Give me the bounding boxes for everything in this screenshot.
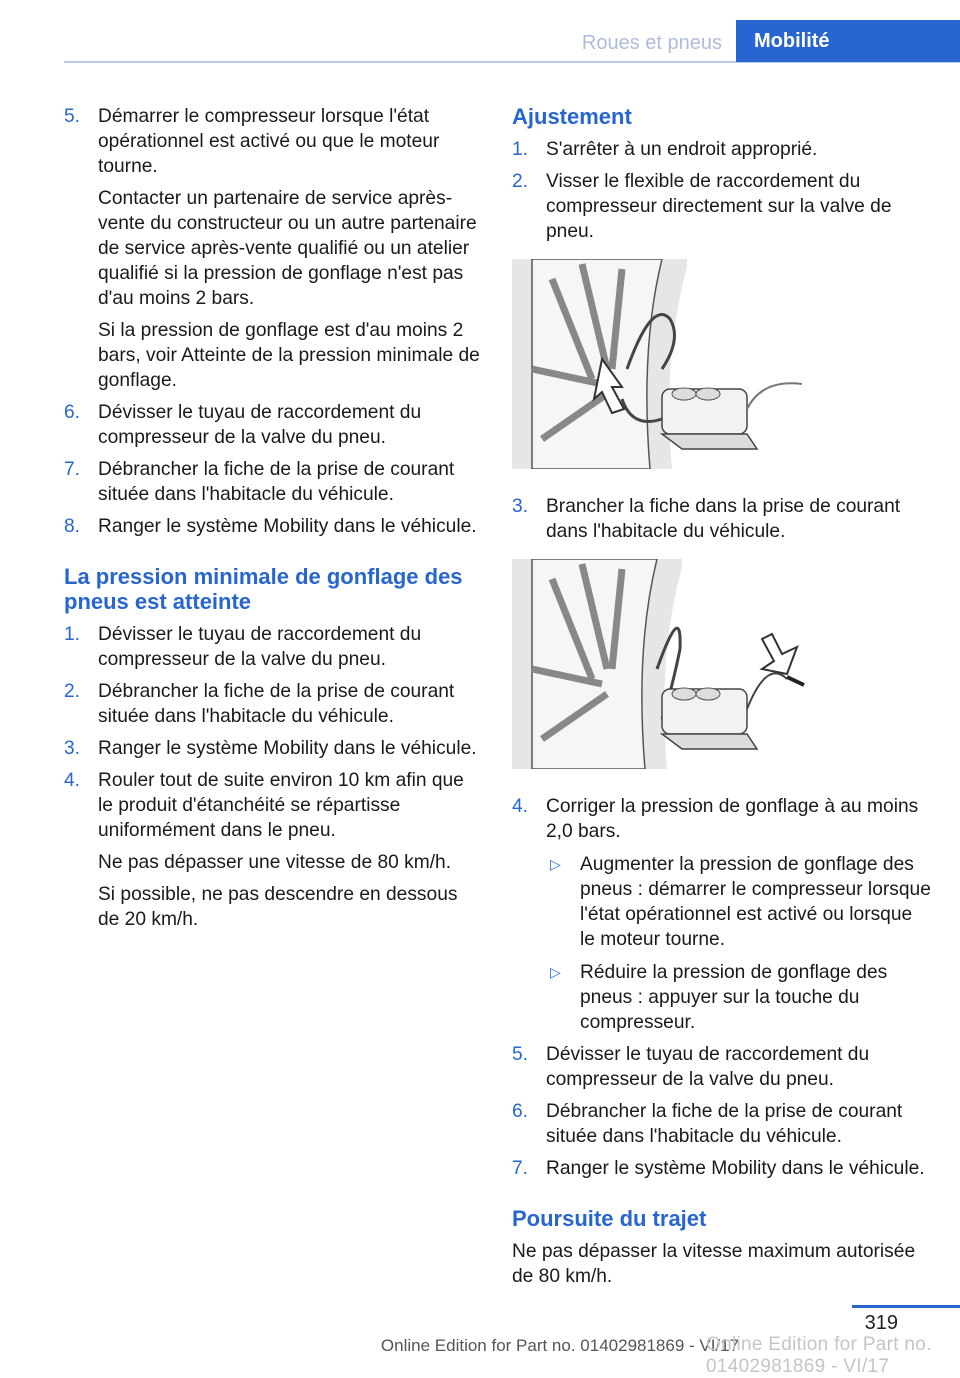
sub-item-text: Augmenter la pression de gonflage des pneus : démarrer le compresseur lorsque l'état opérationnel est activé ou lorsque le moteur tourne. <box>580 854 931 950</box>
step-item <box>512 494 932 544</box>
step-item <box>64 736 480 761</box>
section-heading-adjustment: Ajustement <box>512 104 632 129</box>
step-item <box>64 104 480 393</box>
step-text: Ranger le système Mobility dans le véhicule. <box>546 1158 925 1179</box>
step-text: Débrancher la fiche de la prise de courant située dans l'habitacle du véhicule. <box>546 1101 903 1147</box>
step-text: Dévisser le tuyau de raccordement du compresseur de la valve du pneu. <box>98 624 422 670</box>
step-number: 8. <box>64 516 81 537</box>
step-number: 1. <box>64 624 81 645</box>
step-item <box>512 1099 932 1149</box>
page-number: 319 <box>864 1312 898 1334</box>
step-text: Dévisser le tuyau de raccordement du compresseur de la valve du pneu. <box>546 1044 870 1090</box>
step-text: Corriger la pression de gonflage à au moins 2,0 bars. <box>546 796 919 842</box>
step-item <box>64 514 480 539</box>
step-item <box>64 768 480 932</box>
step-item <box>512 137 932 162</box>
step-number: 6. <box>64 402 81 423</box>
step-item <box>512 794 932 1035</box>
step-text: Si la pression de gonflage est d'au moins 2 bars, voir Atteinte de la pression minimale de gonflage. <box>98 320 480 391</box>
step-text: Brancher la fiche dans la prise de courant dans l'habitacle du véhicule. <box>546 496 901 542</box>
step-number: 5. <box>512 1044 529 1065</box>
step-body <box>98 622 480 672</box>
step-item <box>64 457 480 507</box>
step-text: Si possible, ne pas descendre en dessous de 20 km/h. <box>98 884 458 930</box>
step-item <box>512 1156 932 1181</box>
step-number: 4. <box>512 796 529 817</box>
compressor-valve-illustration <box>512 259 812 469</box>
step-number: 2. <box>512 171 529 192</box>
step-body <box>98 104 480 393</box>
step-text: Ranger le système Mobility dans le véhicule. <box>98 738 477 759</box>
step-item <box>512 169 932 244</box>
step-text: Contacter un partenaire de service après-vente du constructeur ou un autre partenaire de service après-vente qualifié ou un atelier qualifié si la pression de gonflage n'est pas d'au moins 2 bars. <box>98 188 477 309</box>
step-number: 3. <box>512 496 529 517</box>
step-body <box>546 794 932 1035</box>
edition-footer: Online Edition for Part no. 01402981869 - VI/17 <box>380 1336 740 1355</box>
step-number: 4. <box>64 770 81 791</box>
step-number: 6. <box>512 1101 529 1122</box>
step-text: Visser le flexible de raccordement du compresseur directement sur la valve de pneu. <box>546 171 892 242</box>
left-column <box>64 104 480 939</box>
step-text: Débrancher la fiche de la prise de courant située dans l'habitacle du véhicule. <box>98 459 455 505</box>
page-number-rule <box>852 1305 960 1308</box>
step-text: Dévisser le tuyau de raccordement du compresseur de la valve du pneu. <box>98 402 422 448</box>
step-body <box>98 736 477 761</box>
step-list-a <box>64 104 480 539</box>
step-item <box>64 679 480 729</box>
step-item <box>64 400 480 450</box>
step-number: 3. <box>64 738 81 759</box>
step-number: 7. <box>64 459 81 480</box>
step-text: S'arrêter à un endroit approprié. <box>546 139 818 160</box>
step-body <box>98 514 477 539</box>
step-body <box>98 679 480 729</box>
step-number: 1. <box>512 139 529 160</box>
compressor-plug-illustration <box>512 559 812 769</box>
triangle-bullet-icon: ▷ <box>550 964 561 980</box>
step-text: Débrancher la fiche de la prise de courant située dans l'habitacle du véhicule. <box>98 681 455 727</box>
step-text: Rouler tout de suite environ 10 km afin que le produit d'étanchéité se répartisse uniformément dans le pneu. <box>98 770 464 841</box>
right-column <box>512 104 932 1289</box>
step-item <box>64 622 480 672</box>
paragraph-speed-limit: Ne pas dépasser la vitesse maximum autorisée de 80 km/h. <box>512 1241 916 1287</box>
step-list-b <box>64 622 480 932</box>
step-number: 5. <box>64 106 81 127</box>
sub-item <box>546 960 932 1035</box>
header-chapter-tab[interactable]: Mobilité <box>736 20 960 62</box>
triangle-bullet-icon: ▷ <box>550 856 561 872</box>
step-text: Ranger le système Mobility dans le véhicule. <box>98 516 477 537</box>
section-heading-minimum-pressure: La pression minimale de gonflage des pneus est atteinte <box>64 564 463 614</box>
sub-item-text: Réduire la pression de gonflage des pneus : appuyer sur la touche du compresseur. <box>580 962 888 1033</box>
watermark: Online Edition for Part no. 01402981869 - VI/17 <box>706 1334 932 1377</box>
sub-item <box>546 852 932 952</box>
step-number: 7. <box>512 1158 529 1179</box>
header-section-title: Roues et pneus <box>581 31 722 54</box>
step-text: Démarrer le compresseur lorsque l'état opérationnel est activé ou que le moteur tourne. <box>98 106 440 177</box>
section-heading-continue-journey: Poursuite du trajet <box>512 1206 707 1231</box>
step-body <box>98 768 480 932</box>
step-text: Ne pas dépasser une vitesse de 80 km/h. <box>98 852 452 873</box>
step-item <box>512 1042 932 1092</box>
step-number: 2. <box>64 681 81 702</box>
step-body <box>98 400 480 450</box>
step-body <box>98 457 480 507</box>
